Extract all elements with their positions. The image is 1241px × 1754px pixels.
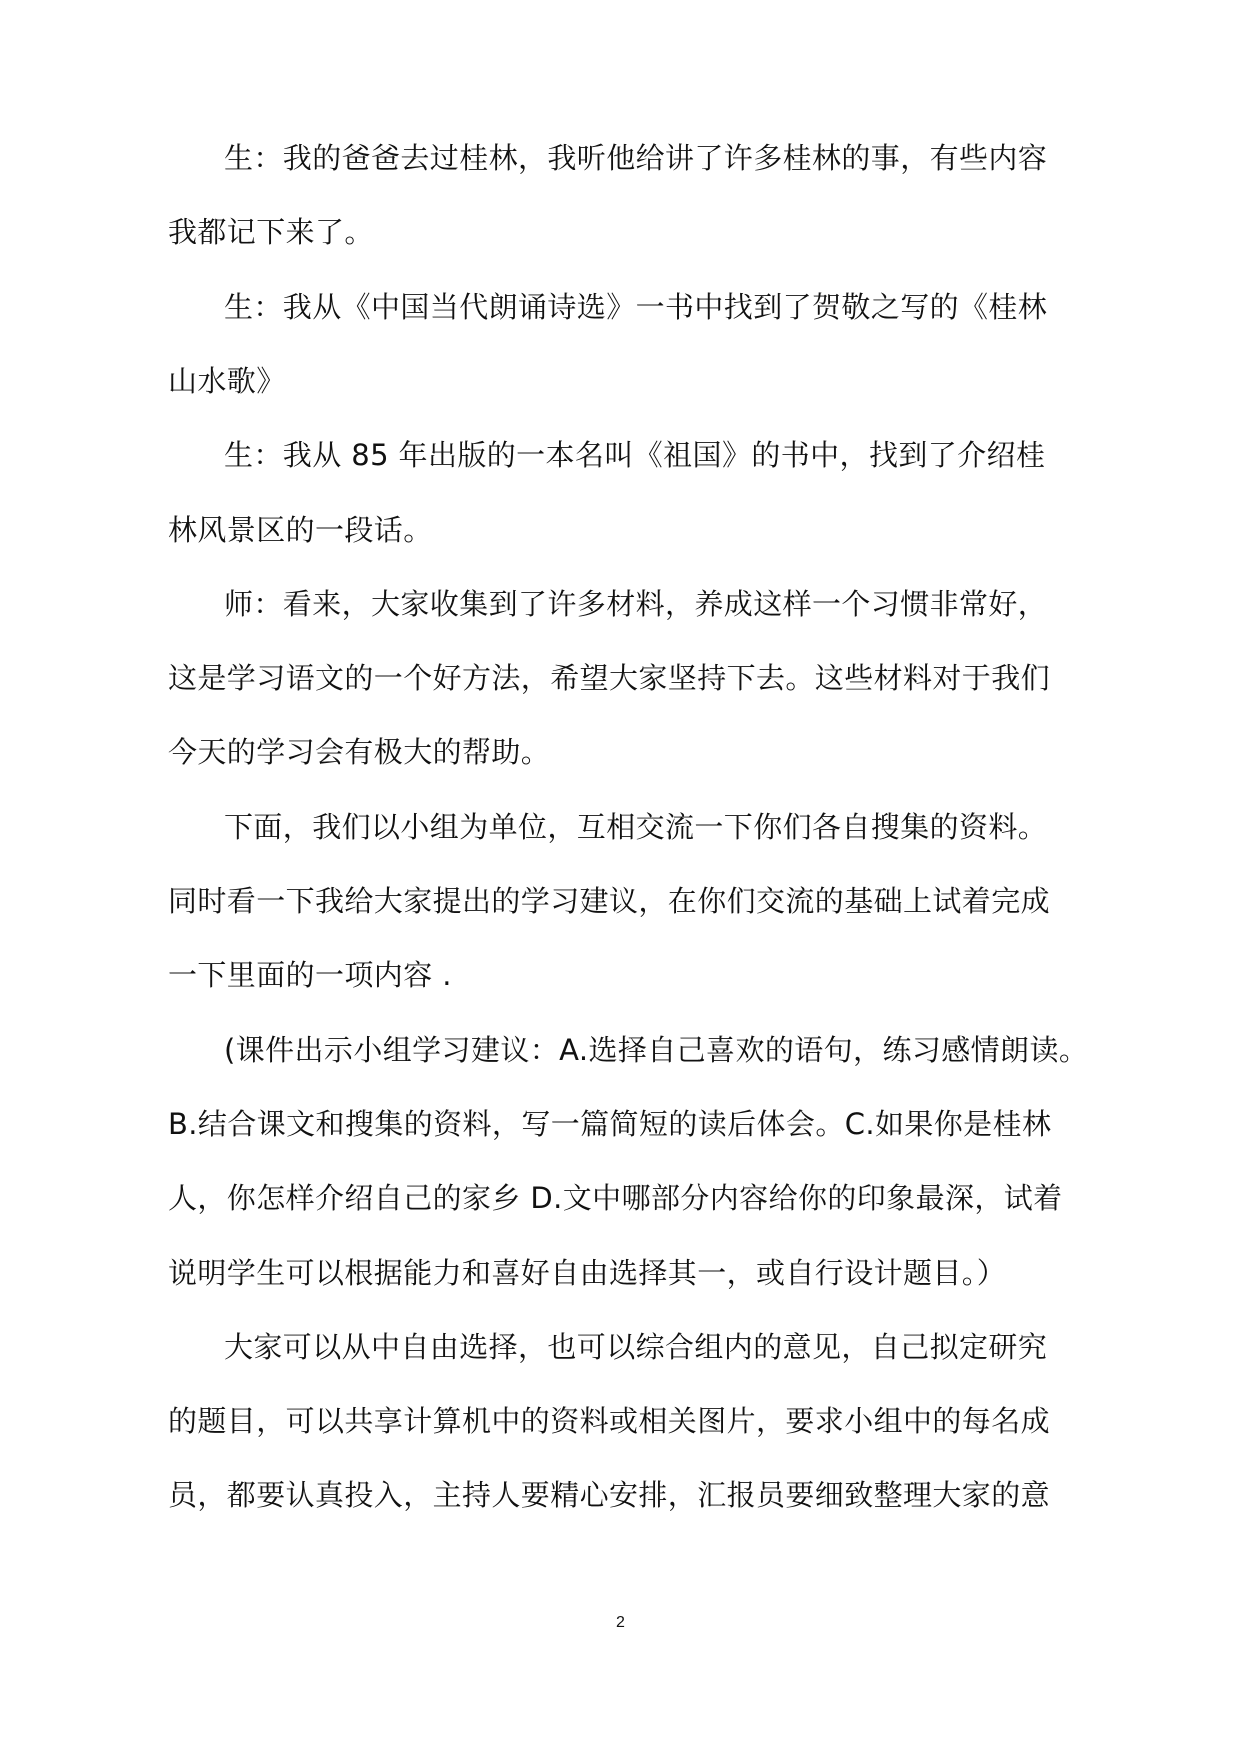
paragraph-first-line: 下面，我们以小组为单位，互相交流一下你们各自搜集的资料。: [224, 809, 1048, 844]
paragraph-first-line: 生：我从 85 年出版的一本名叫《祖国》的书中，找到了介绍桂: [224, 438, 1046, 473]
paragraph-first-line: 大家可以从中自由选择，也可以综合组内的意见，自己拟定研究: [224, 1329, 1048, 1364]
paragraph-first-line: 生：我的爸爸去过桂林，我听他给讲了许多桂林的事，有些内容: [224, 141, 1048, 175]
paragraph-line: 员，都要认真投入，主持人要精心安排，汇报员要细致整理大家的意: [168, 1478, 1051, 1513]
paragraph-line: 我都记下来了。: [168, 215, 374, 250]
paragraph-line: B.结合课文和搜集的资料，写一篇简短的读后体会。C.如果你是桂林: [168, 1106, 1052, 1141]
paragraph-first-line: 生：我从《中国当代朗诵诗选》一书中找到了贺敬之写的《桂林: [224, 289, 1048, 324]
paragraph-first-line: (课件出示小组学习建议：A.选择自己喜欢的语句，练习感情朗读。: [224, 1032, 1089, 1067]
paragraph-line: 今天的学习会有极大的帮助。: [168, 735, 551, 770]
paragraph-line: 一下里面的一项内容 .: [168, 958, 452, 993]
paragraph-line: 山水歌》: [168, 363, 286, 398]
paragraph-line: 的题目，可以共享计算机中的资料或相关图片，要求小组中的每名成: [168, 1404, 1051, 1439]
page-number: 2: [616, 1614, 625, 1631]
paragraph-line: 林风景区的一段话。: [168, 512, 433, 547]
paragraph-line: 同时看一下我给大家提出的学习建议，在你们交流的基础上试着完成: [168, 884, 1051, 918]
paragraph-line: 说明学生可以根据能力和喜好自由选择其一，或自行设计题目。）: [168, 1255, 1007, 1290]
paragraph-line: 人，你怎样介绍自己的家乡 D.文中哪部分内容给你的印象最深，试着: [168, 1181, 1063, 1216]
paragraph-first-line: 师：看来，大家收集到了许多材料，养成这样一个习惯非常好，: [224, 586, 1048, 621]
paragraph-line: 这是学习语文的一个好方法，希望大家坚持下去。这些材料对于我们: [168, 661, 1051, 696]
